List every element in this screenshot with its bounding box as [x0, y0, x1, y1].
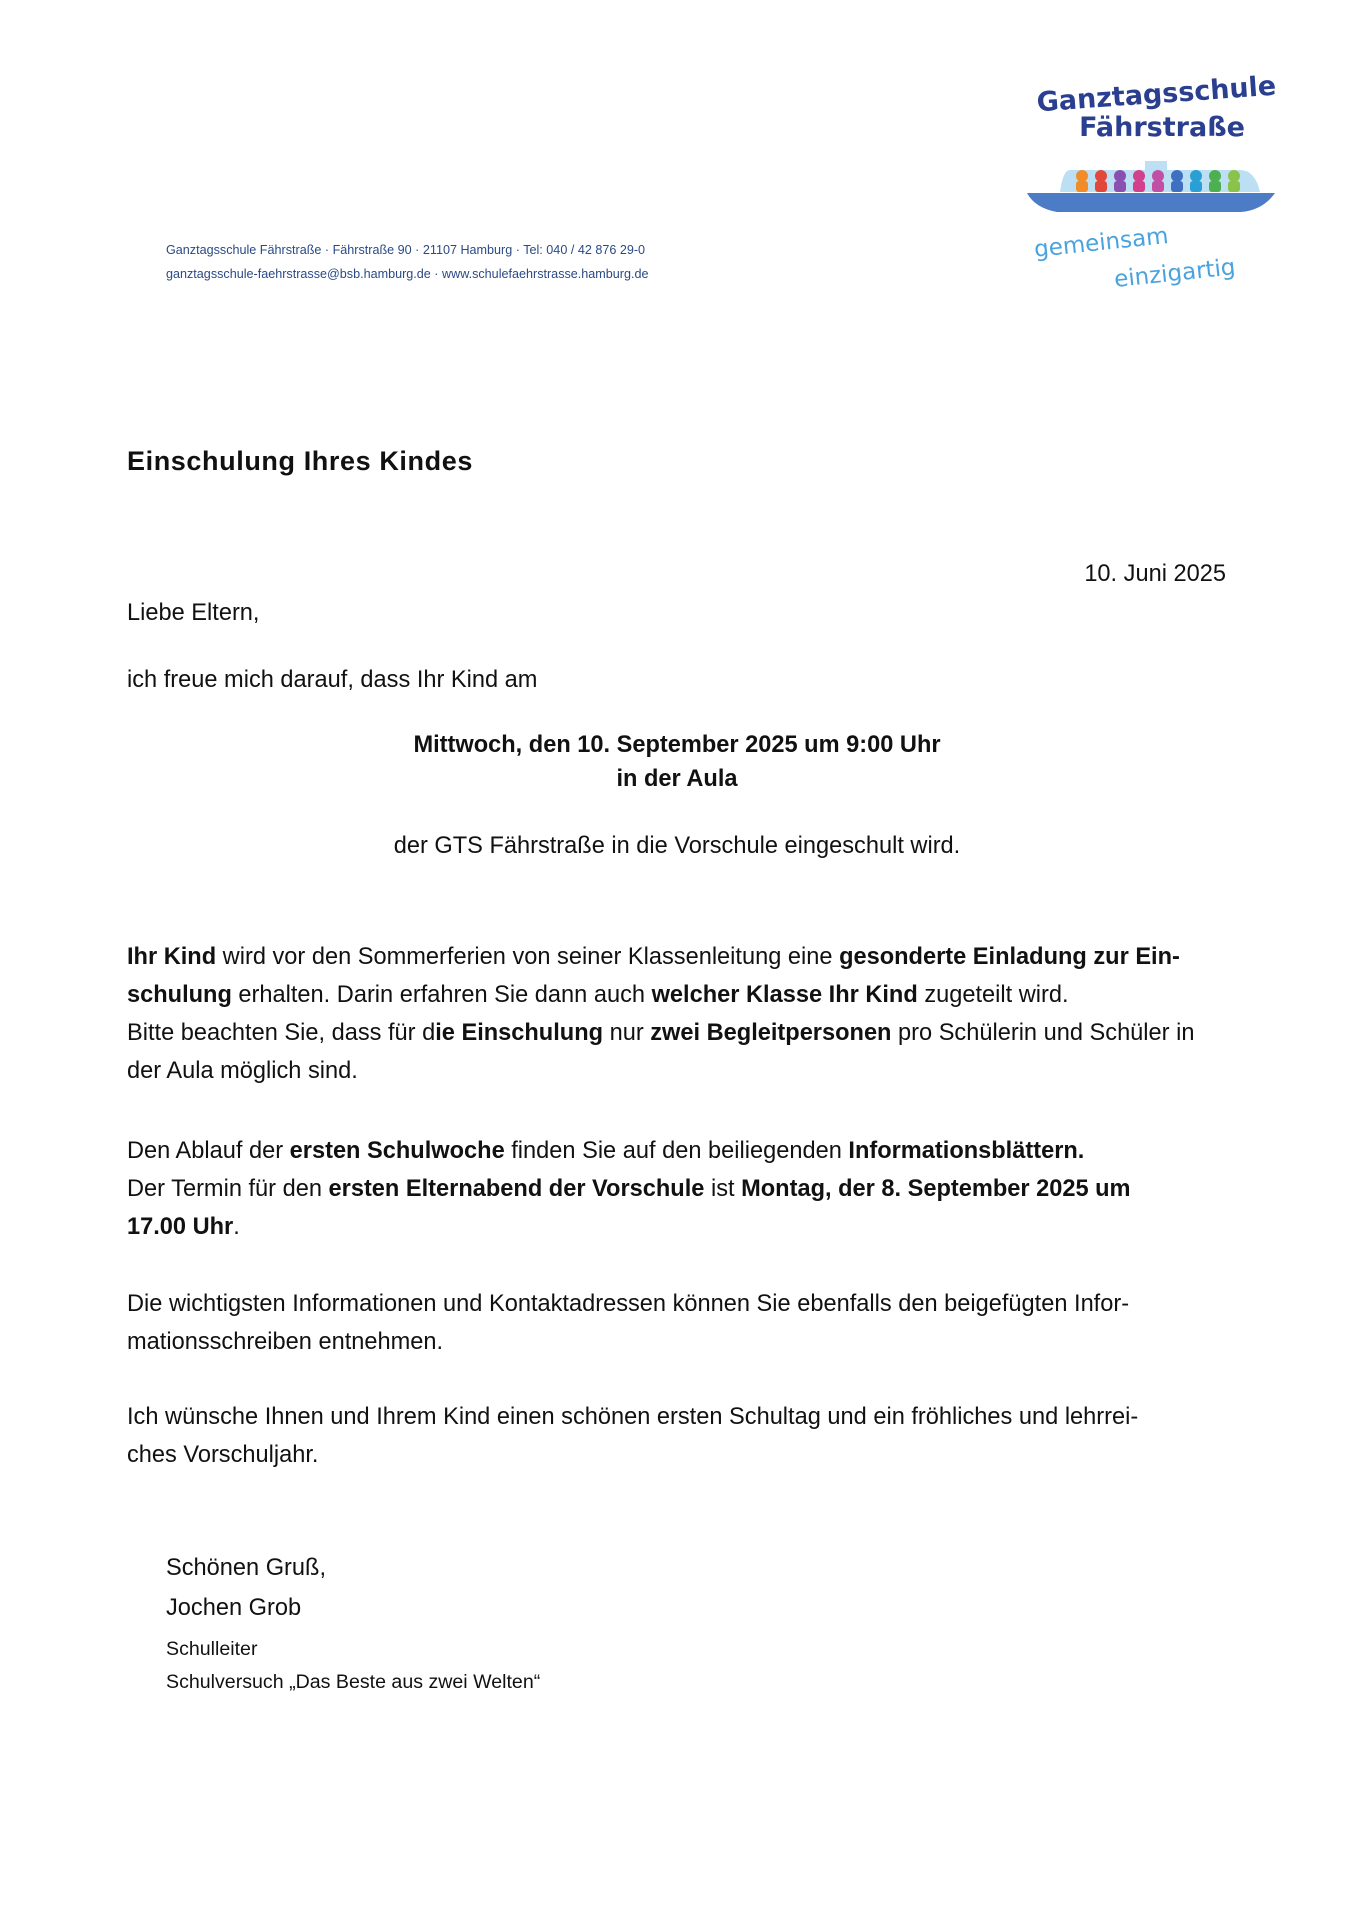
paragraph-contacts: [127, 1285, 1247, 1361]
bold-text: Montag, der 8. September 2025 um: [741, 1176, 1131, 1202]
logo-name-line2: Fährstraße: [1079, 112, 1245, 143]
logo-name-line1: Ganztagsschule: [1035, 70, 1278, 119]
bold-text: Informationsblättern.: [848, 1138, 1085, 1164]
text: ist: [704, 1176, 742, 1202]
bold-text: ersten Schulwoche: [289, 1138, 505, 1164]
event-block: [127, 728, 1227, 796]
children-figures-icon: [1076, 170, 1240, 192]
bold-text: ie Einschulung: [435, 1020, 604, 1046]
event-location: in der Aula: [616, 766, 738, 792]
salutation: Liebe Eltern,: [127, 600, 260, 626]
text: pro Schülerin und Schüler in: [891, 1020, 1195, 1046]
signer-project: Schulversuch „Das Beste aus zwei Welten“: [166, 1671, 541, 1693]
event-description: der GTS Fährstraße in die Vorschule eingeschult wird.: [393, 833, 961, 859]
text: zugeteilt wird.: [917, 982, 1069, 1008]
bold-text: 17.00 Uhr: [127, 1214, 234, 1240]
text: erhalten. Darin erfahren Sie dann auch: [231, 982, 652, 1008]
bold-text: Ihr Kind: [127, 944, 217, 970]
bold-text: zwei Begleitpersonen: [650, 1020, 892, 1046]
text: Der Termin für den: [127, 1176, 329, 1202]
bold-text: welcher Klasse Ihr Kind: [651, 982, 918, 1008]
sender-contact-line: ganztagsschule-faehrstrasse@bsb.hamburg.de · www.schulefaehrstrasse.hamburg.de: [166, 267, 649, 281]
text: nur: [603, 1020, 651, 1046]
text: Die wichtigsten Informationen und Kontaktadressen können Sie ebenfalls den beigefügten Infor-: [127, 1291, 1130, 1317]
bold-text: schulung: [127, 982, 232, 1008]
closing: Schönen Gruß,: [166, 1555, 326, 1581]
logo-slogan: [1033, 223, 1237, 293]
text: .: [233, 1214, 240, 1240]
text: der Aula möglich sind.: [127, 1058, 358, 1084]
logo-slogan-line1: gemeinsam: [1032, 223, 1170, 263]
text: Den Ablauf der: [127, 1138, 290, 1164]
logo-graphic: [1015, 60, 1300, 310]
signer-name: Jochen Grob: [166, 1595, 302, 1621]
ship-icon: [1027, 161, 1275, 212]
text: wird vor den Sommerferien von seiner Klassenleitung eine: [216, 944, 840, 970]
paragraph-wishes: [127, 1398, 1247, 1474]
bold-text: gesonderte Einladung zur Ein-: [839, 944, 1180, 970]
paragraph-invitation: [127, 938, 1247, 1090]
text: finden Sie auf den beiliegenden: [504, 1138, 849, 1164]
text: ches Vorschuljahr.: [127, 1442, 319, 1468]
signer-role: Schulleiter: [166, 1638, 258, 1660]
event-datetime: Mittwoch, den 10. September 2025 um 9:00 Uhr: [413, 732, 941, 758]
text: mationsschreiben entnehmen.: [127, 1329, 444, 1355]
letter-date: 10. Juni 2025: [1084, 561, 1226, 587]
bold-text: ersten Elternabend der Vorschule: [328, 1176, 705, 1202]
logo-name: [1036, 71, 1278, 143]
school-logo: [1015, 60, 1300, 310]
text: Ich wünsche Ihnen und Ihrem Kind einen schönen ersten Schultag und ein fröhliches und lehrrei-: [127, 1404, 1139, 1430]
text: Bitte beachten Sie, dass für d: [127, 1020, 436, 1046]
paragraph-schedule: [127, 1132, 1247, 1246]
intro-line: ich freue mich darauf, dass Ihr Kind am: [127, 667, 538, 693]
letter-subject: Einschulung Ihres Kindes: [127, 446, 473, 476]
sender-address-line: Ganztagsschule Fährstraße · Fährstraße 90 · 21107 Hamburg · Tel: 040 / 42 876 29-0: [166, 243, 646, 257]
logo-slogan-line2: einzigartig: [1112, 254, 1237, 293]
